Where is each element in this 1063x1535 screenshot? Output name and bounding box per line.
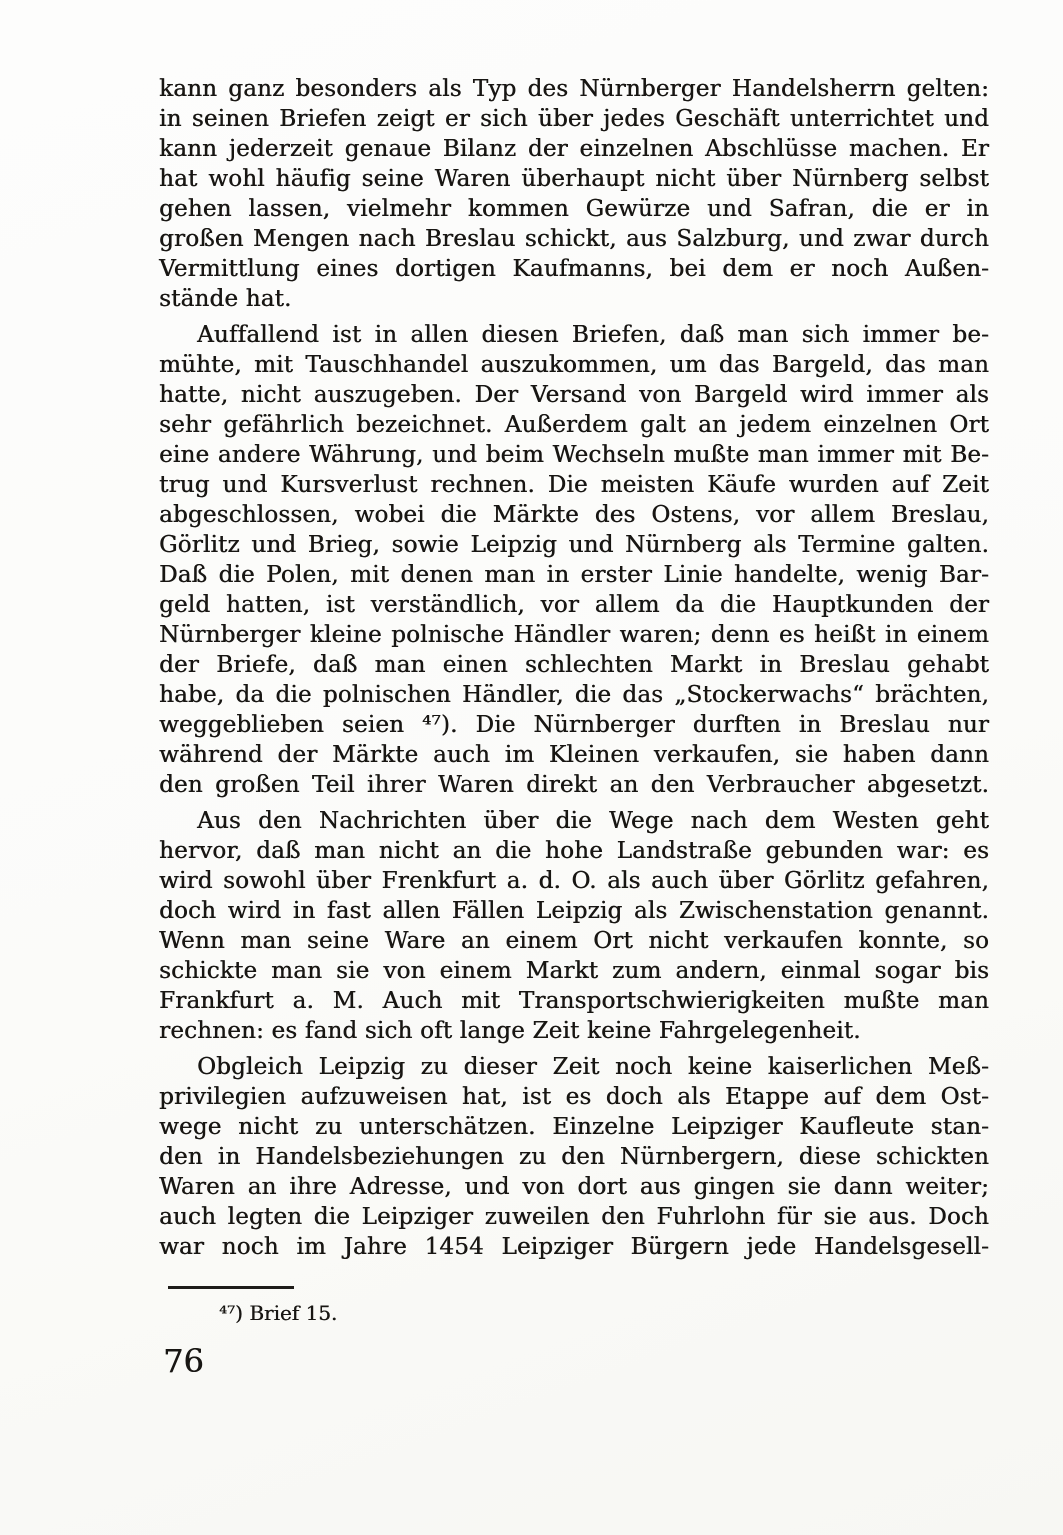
text-line: hatte, nicht auszugeben. Der Versand von Bargeld wird immer als	[159, 382, 989, 408]
text-line: Auffallend ist in allen diesen Briefen, daß man sich immer be-	[197, 322, 989, 348]
text-line: Wenn man seine Ware an einem Ort nicht verkaufen konnte, so	[159, 928, 989, 954]
paragraph	[159, 1052, 989, 1262]
text-line: stände hat.	[159, 286, 292, 312]
text-line: Frankfurt a. M. Auch mit Transportschwierigkeiten mußte man	[159, 988, 989, 1014]
text-line: großen Mengen nach Breslau schickt, aus Salzburg, und zwar durch	[159, 226, 989, 252]
text-line: privilegien aufzuweisen hat, ist es doch als Etappe auf dem Ost-	[159, 1084, 989, 1110]
text-line: doch wird in fast allen Fällen Leipzig als Zwischenstation genannt.	[159, 898, 989, 924]
text-line: eine andere Währung, und beim Wechseln mußte man immer mit Be-	[159, 442, 989, 468]
text-line: rechnen: es fand sich oft lange Zeit keine Fahrgelegenheit.	[159, 1018, 861, 1044]
text-line: in seinen Briefen zeigt er sich über jedes Geschäft unterrichtet und	[159, 106, 989, 132]
text-line: hat wohl häufig seine Waren überhaupt nicht über Nürnberg selbst	[159, 166, 989, 192]
text-line: den großen Teil ihrer Waren direkt an den Verbraucher abgesetzt.	[159, 772, 989, 798]
text-line: kann jederzeit genaue Bilanz der einzelnen Abschlüsse machen. Er	[159, 136, 989, 162]
text-line: während der Märkte auch im Kleinen verkaufen, sie haben dann	[159, 742, 989, 768]
text-line: Vermittlung eines dortigen Kaufmanns, bei dem er noch Außen-	[159, 256, 989, 282]
text-line: Waren an ihre Adresse, und von dort aus gingen sie dann weiter;	[159, 1174, 989, 1200]
text-line: Aus den Nachrichten über die Wege nach dem Westen geht	[197, 808, 989, 834]
text-line: mühte, mit Tauschhandel auszukommen, um das Bargeld, das man	[159, 352, 989, 378]
text-line: trug und Kursverlust rechnen. Die meisten Käufe wurden auf Zeit	[159, 472, 989, 498]
page-number: 76	[163, 1342, 204, 1380]
text-line: wird sowohl über Frenkfurt a. d. O. als auch über Görlitz gefahren,	[159, 868, 989, 894]
text-line: Nürnberger kleine polnische Händler waren; denn es heißt in einem	[159, 622, 989, 648]
text-line: Görlitz und Brieg, sowie Leipzig und Nürnberg als Termine galten.	[159, 532, 989, 558]
paragraph	[159, 320, 989, 800]
text-line: gehen lassen, vielmehr kommen Gewürze und Safran, die er in	[159, 196, 989, 222]
text-line: kann ganz besonders als Typ des Nürnberger Handelsherrn gelten:	[159, 76, 989, 102]
text-line: wege nicht zu unterschätzen. Einzelne Leipziger Kaufleute stan-	[159, 1114, 989, 1140]
text-line: sehr gefährlich bezeichnet. Außerdem galt an jedem einzelnen Ort	[159, 412, 989, 438]
text-line: abgeschlossen, wobei die Märkte des Ostens, vor allem Breslau,	[159, 502, 989, 528]
text-line: hervor, daß man nicht an die hohe Landstraße gebunden war: es	[159, 838, 989, 864]
footnote-divider	[168, 1286, 294, 1289]
text-line: Daß die Polen, mit denen man in erster Linie handelte, wenig Bar-	[159, 562, 989, 588]
paragraph	[159, 74, 989, 314]
text-line: geld hatten, ist verständlich, vor allem da die Hauptkunden der	[159, 592, 989, 618]
text-line: war noch im Jahre 1454 Leipziger Bürgern jede Handelsgesell-	[159, 1234, 989, 1260]
text-line: auch legten die Leipziger zuweilen den Fuhrlohn für sie aus. Doch	[159, 1204, 989, 1230]
text-line: weggeblieben seien ⁴⁷). Die Nürnberger durften in Breslau nur	[159, 712, 989, 738]
text-line: habe, da die polnischen Händler, die das „Stockerwachs“ brächten,	[159, 682, 989, 708]
footnote: ⁴⁷) Brief 15.	[219, 1301, 338, 1325]
text-line: der Briefe, daß man einen schlechten Markt in Breslau gehabt	[159, 652, 989, 678]
text-line: Obgleich Leipzig zu dieser Zeit noch keine kaiserlichen Meß-	[197, 1054, 989, 1080]
text-line: den in Handelsbeziehungen zu den Nürnbergern, diese schickten	[159, 1144, 989, 1170]
text-line: schickte man sie von einem Markt zum andern, einmal sogar bis	[159, 958, 989, 984]
text-block	[159, 74, 989, 1262]
paragraph	[159, 806, 989, 1046]
